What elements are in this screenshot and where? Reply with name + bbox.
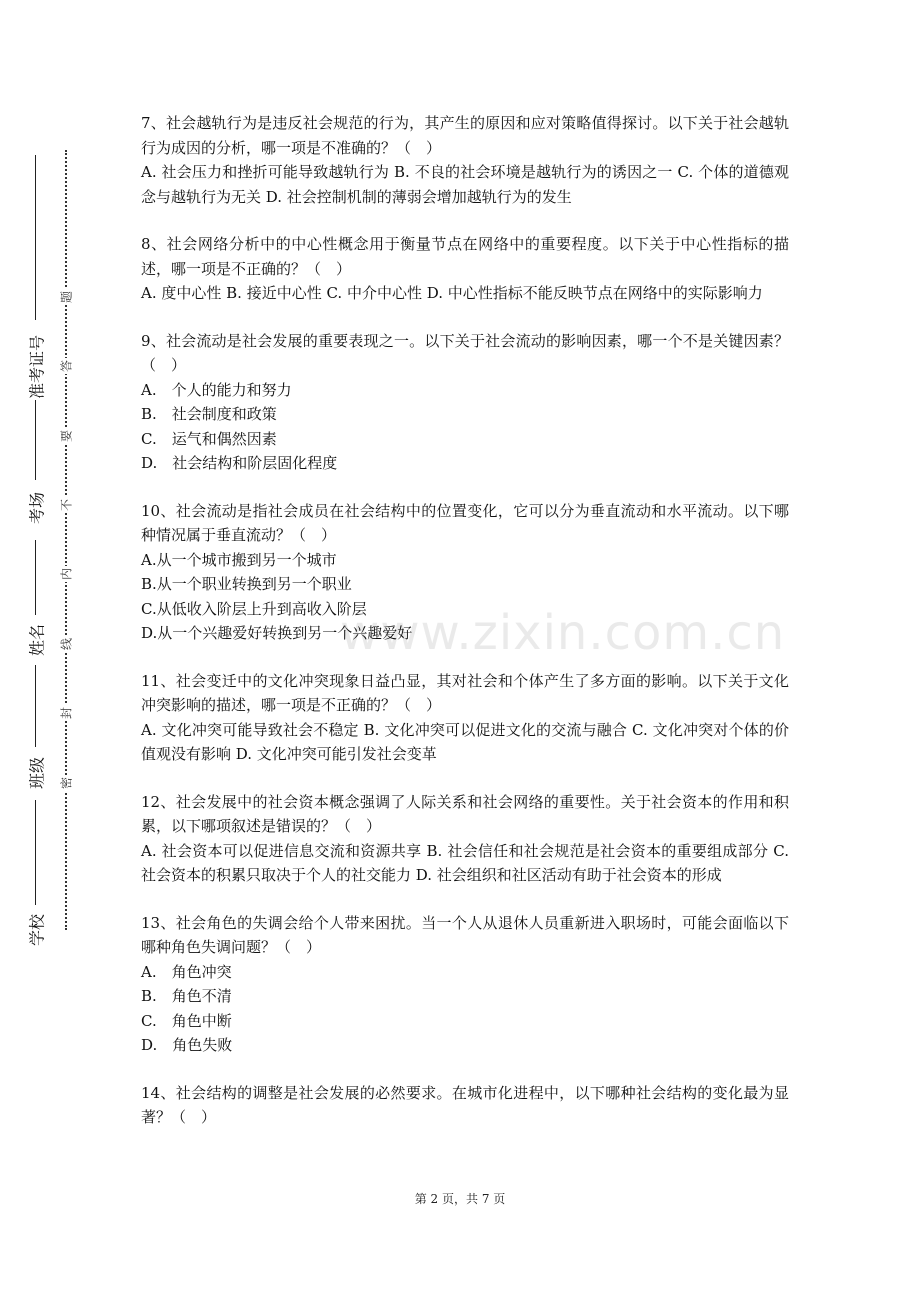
seal-char: 线 [59,637,74,651]
admission-number-label: 准考证号 [27,334,47,400]
option-d: D. 角色失败 [141,1036,233,1054]
option-b: B. 角色不清 [141,987,232,1005]
question-options: A. 社会压力和挫折可能导致越轨行为 B. 不良的社会环境是越轨行为的诱因之一 C. 个体的道德观念与越轨行为无关 D. 社会控制机制的薄弱会增加越轨行为的发生 [141,163,789,206]
class-line [35,665,36,747]
question-8 [141,232,789,306]
option-a: A.从一个城市搬到另一个城市 [141,550,337,569]
question-stem: 9、社会流动是社会发展的重要表现之一。以下关于社会流动的影响因素，哪一个不是关键因素？（ ） [141,331,789,374]
option-d: D.从一个兴趣爱好转换到另一个兴趣爱好 [141,624,413,642]
question-stem: 13、社会角色的失调会给个人带来困扰。当一个人从退休人员重新进入职场时，可能会面临以下哪种角色失调问题？（ ） [141,913,789,956]
name-line [35,540,36,615]
question-13 [141,911,789,1058]
option-a: A. 角色冲突 [141,962,232,981]
question-stem: 8、社会网络分析中的中心性概念用于衡量节点在网络中的重要程度。以下关于中心性指标的描述，哪一项是不正确的？（ ） [141,235,789,278]
question-9 [141,329,789,476]
option-c: C. 角色中断 [141,1011,232,1030]
question-stem: 7、社会越轨行为是违反社会规范的行为，其产生的原因和应对策略值得探讨。以下关于社会越轨行为成因的分析，哪一项是不准确的？（ ） [141,114,789,157]
watermark: www.zixin.com.cn [340,605,786,661]
exam-room-label: 考场 [27,491,47,525]
seal-dotted-line [65,150,67,930]
admission-number-line [35,155,36,320]
question-7 [141,111,789,209]
page-number: 第 2 页，共 7 页 [414,1192,506,1206]
question-10 [141,499,789,646]
question-11 [141,669,789,767]
question-options: A. 社会资本可以促进信息交流和资源共享 B. 社会信任和社会规范是社会资本的重要组成部分 C. 社会资本的积累只取决于个人的社交能力 D. 社会组织和社区活动有助于社会资本的形成 [141,841,789,884]
option-b: B. 社会制度和政策 [141,405,277,423]
name-label: 姓名 [27,623,47,657]
seal-char: 不 [59,498,74,512]
question-list [141,111,789,1153]
option-c: C.从低收入阶层上升到高收入阶层 [141,599,367,618]
class-label: 班级 [27,756,47,790]
exam-room-line [35,400,36,480]
question-options: A. 度中心性 B. 接近中心性 C. 中介中心性 D. 中心性指标不能反映节点在网络中的实际影响力 [141,284,763,302]
question-stem: 11、社会变迁中的文化冲突现象日益凸显，其对社会和个体产生了多方面的影响。以下关于文化冲突影响的描述，哪一项是不正确的？（ ） [141,671,789,714]
question-stem: 10、社会流动是指社会成员在社会结构中的位置变化，它可以分为垂直流动和水平流动。以下哪种情况属于垂直流动？（ ） [141,501,789,544]
option-b: B.从一个职业转换到另一个职业 [141,575,352,593]
option-a: A. 个人的能力和努力 [141,380,292,399]
seal-char: 密 [59,776,74,790]
option-d: D. 社会结构和阶层固化程度 [141,454,338,472]
binding-margin [0,0,100,1302]
option-c: C. 运气和偶然因素 [141,429,277,448]
school-label: 学校 [27,913,47,947]
seal-char: 封 [59,706,74,720]
seal-char: 要 [59,429,74,443]
question-12 [141,790,789,888]
seal-char: 题 [59,290,74,304]
seal-char: 答 [59,359,74,373]
question-stem: 14、社会结构的调整是社会发展的必然要求。在城市化进程中，以下哪种社会结构的变化最为显著？（ ） [141,1083,789,1126]
question-14 [141,1081,789,1130]
question-options: A. 文化冲突可能导致社会不稳定 B. 文化冲突可以促进文化的交流与融合 C. 文化冲突对个体的价值观没有影响 D. 文化冲突可能引发社会变革 [141,720,789,763]
seal-char: 内 [59,567,74,581]
school-line [35,800,36,905]
question-stem: 12、社会发展中的社会资本概念强调了人际关系和社会网络的重要性。关于社会资本的作用和积累，以下哪项叙述是错误的？（ ） [141,792,789,835]
